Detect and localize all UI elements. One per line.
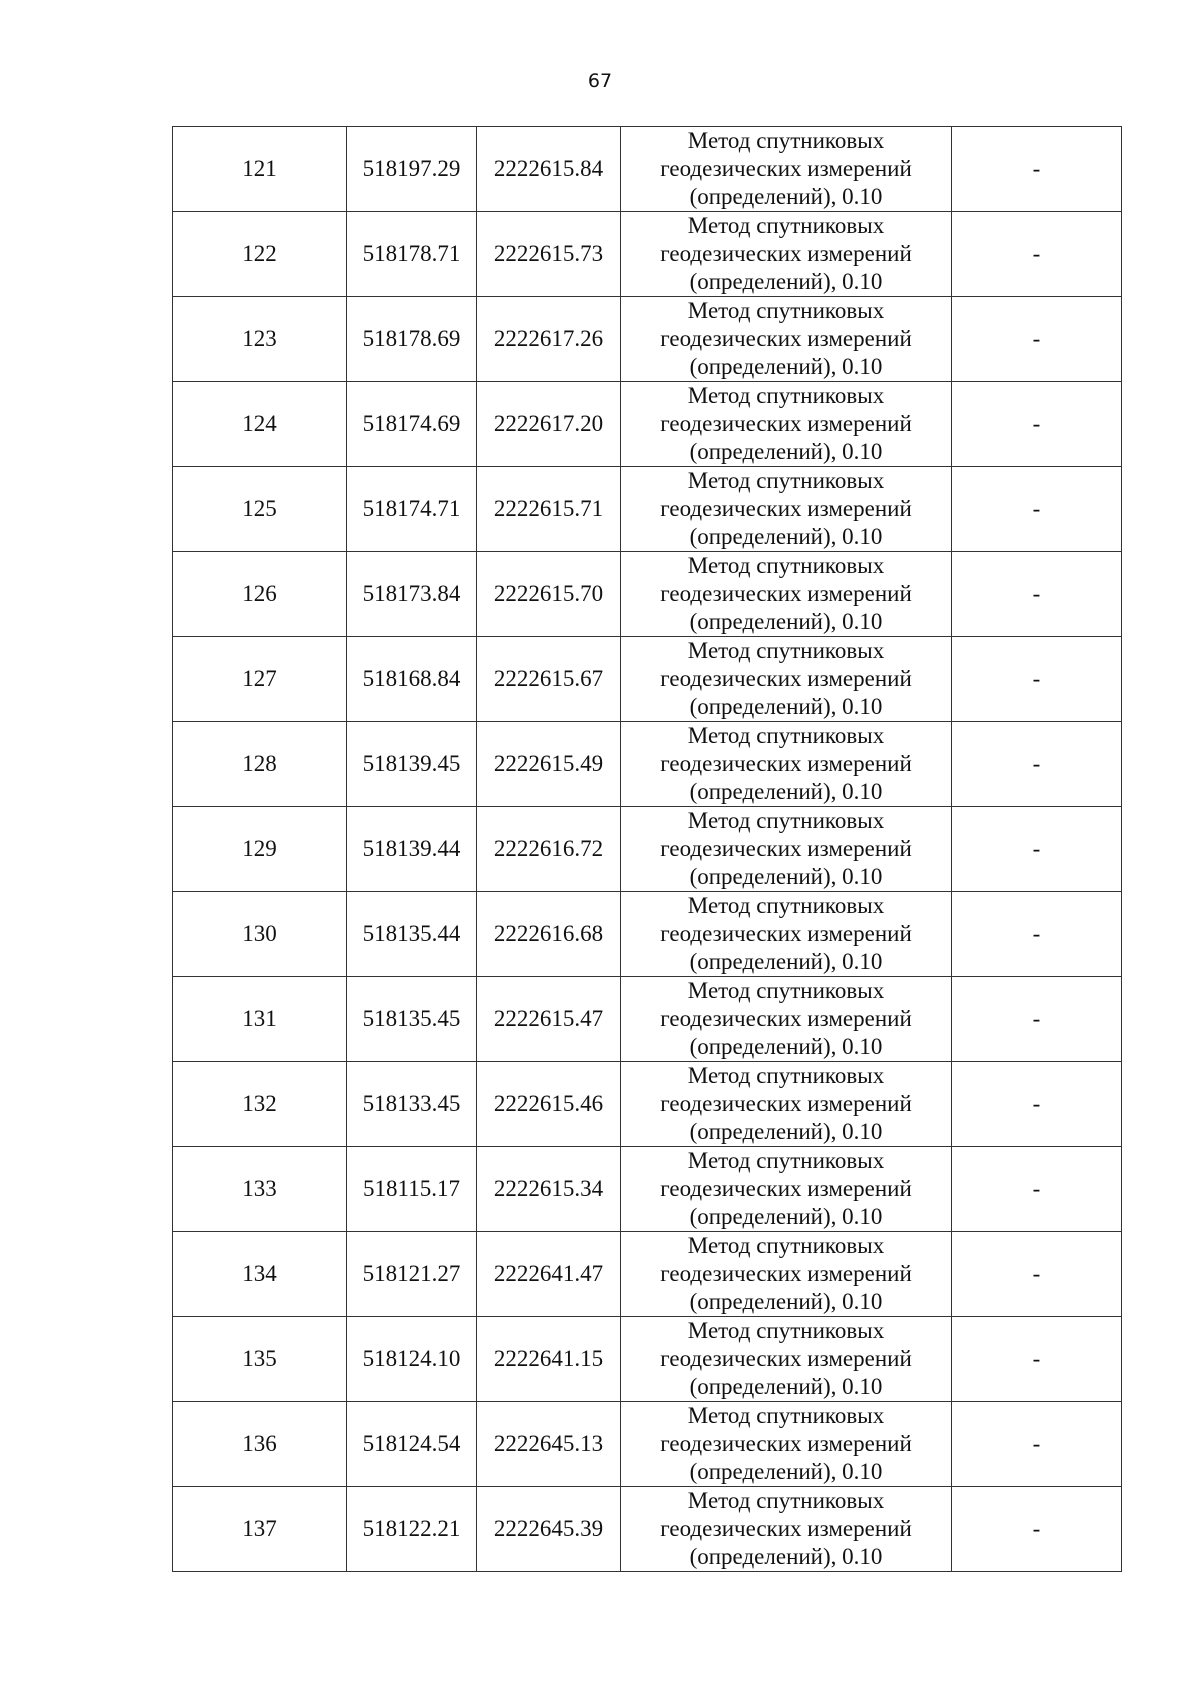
method-cell xyxy=(621,212,952,297)
x-coordinate-cell xyxy=(347,1232,477,1317)
method-cell xyxy=(621,1232,952,1317)
point-number-cell xyxy=(173,637,347,722)
point-number-cell-text: 132 xyxy=(242,1091,277,1116)
table-row xyxy=(173,552,1122,637)
note-cell-text: - xyxy=(1032,1346,1041,1371)
point-number-cell xyxy=(173,552,347,637)
note-cell xyxy=(952,297,1122,382)
table-row xyxy=(173,1232,1122,1317)
y-coordinate-cell-text: 2222641.15 xyxy=(493,1346,604,1371)
method-cell xyxy=(621,467,952,552)
y-coordinate-cell-text: 2222615.47 xyxy=(493,1006,604,1031)
page-number: 67 xyxy=(587,70,613,92)
method-cell xyxy=(621,637,952,722)
x-coordinate-cell xyxy=(347,212,477,297)
table-row xyxy=(173,1317,1122,1402)
x-coordinate-cell-text: 518139.44 xyxy=(362,836,461,861)
method-cell-text: Метод спутниковых геодезических измерений (определений), 0.10 xyxy=(660,1148,912,1229)
table-row xyxy=(173,977,1122,1062)
note-cell xyxy=(952,892,1122,977)
coordinates-table xyxy=(172,126,1122,1572)
x-coordinate-cell xyxy=(347,807,477,892)
point-number-cell xyxy=(173,297,347,382)
note-cell xyxy=(952,1317,1122,1402)
y-coordinate-cell-text: 2222615.84 xyxy=(493,156,604,181)
note-cell-text: - xyxy=(1032,751,1041,776)
note-cell xyxy=(952,722,1122,807)
y-coordinate-cell xyxy=(477,1147,621,1232)
point-number-cell-text: 121 xyxy=(242,156,277,181)
x-coordinate-cell-text: 518174.69 xyxy=(362,411,461,436)
note-cell xyxy=(952,552,1122,637)
note-cell-text: - xyxy=(1032,1431,1041,1456)
method-cell-text: Метод спутниковых геодезических измерений (определений), 0.10 xyxy=(660,1318,912,1399)
table-row xyxy=(173,1487,1122,1572)
x-coordinate-cell-text: 518135.45 xyxy=(362,1006,461,1031)
x-coordinate-cell xyxy=(347,297,477,382)
method-cell xyxy=(621,807,952,892)
y-coordinate-cell xyxy=(477,552,621,637)
x-coordinate-cell-text: 518178.71 xyxy=(362,241,461,266)
y-coordinate-cell xyxy=(477,807,621,892)
x-coordinate-cell-text: 518178.69 xyxy=(362,326,461,351)
method-cell-text: Метод спутниковых геодезических измерений (определений), 0.10 xyxy=(660,468,912,549)
method-cell-text: Метод спутниковых геодезических измерений (определений), 0.10 xyxy=(660,723,912,804)
y-coordinate-cell-text: 2222615.70 xyxy=(493,581,604,606)
point-number-cell xyxy=(173,722,347,807)
note-cell-text: - xyxy=(1032,921,1041,946)
point-number-cell-text: 134 xyxy=(242,1261,277,1286)
y-coordinate-cell xyxy=(477,382,621,467)
x-coordinate-cell-text: 518197.29 xyxy=(362,156,461,181)
note-cell-text: - xyxy=(1032,1516,1041,1541)
point-number-cell-text: 133 xyxy=(242,1176,277,1201)
x-coordinate-cell xyxy=(347,552,477,637)
x-coordinate-cell-text: 518122.21 xyxy=(362,1516,461,1541)
point-number-cell-text: 125 xyxy=(242,496,277,521)
x-coordinate-cell-text: 518139.45 xyxy=(362,751,461,776)
table-row xyxy=(173,722,1122,807)
x-coordinate-cell-text: 518173.84 xyxy=(362,581,461,606)
point-number-cell-text: 123 xyxy=(242,326,277,351)
y-coordinate-cell xyxy=(477,1317,621,1402)
y-coordinate-cell xyxy=(477,1062,621,1147)
y-coordinate-cell-text: 2222616.68 xyxy=(493,921,604,946)
method-cell xyxy=(621,552,952,637)
y-coordinate-cell-text: 2222641.47 xyxy=(493,1261,604,1286)
method-cell-text: Метод спутниковых геодезических измерений (определений), 0.10 xyxy=(660,128,912,209)
x-coordinate-cell-text: 518121.27 xyxy=(362,1261,461,1286)
note-cell xyxy=(952,1062,1122,1147)
note-cell-text: - xyxy=(1032,496,1041,521)
x-coordinate-cell xyxy=(347,467,477,552)
method-cell xyxy=(621,1402,952,1487)
method-cell-text: Метод спутниковых геодезических измерений (определений), 0.10 xyxy=(660,978,912,1059)
x-coordinate-cell xyxy=(347,382,477,467)
table-row xyxy=(173,807,1122,892)
note-cell-text: - xyxy=(1032,1006,1041,1031)
method-cell xyxy=(621,1147,952,1232)
x-coordinate-cell xyxy=(347,1317,477,1402)
point-number-cell-text: 122 xyxy=(242,241,277,266)
method-cell xyxy=(621,127,952,212)
point-number-cell-text: 131 xyxy=(242,1006,277,1031)
x-coordinate-cell-text: 518135.44 xyxy=(362,921,461,946)
note-cell xyxy=(952,127,1122,212)
y-coordinate-cell xyxy=(477,637,621,722)
note-cell xyxy=(952,467,1122,552)
method-cell-text: Метод спутниковых геодезических измерений (определений), 0.10 xyxy=(660,893,912,974)
note-cell-text: - xyxy=(1032,326,1041,351)
point-number-cell xyxy=(173,1487,347,1572)
method-cell xyxy=(621,1317,952,1402)
method-cell-text: Метод спутниковых геодезических измерений (определений), 0.10 xyxy=(660,1488,912,1569)
note-cell-text: - xyxy=(1032,1261,1041,1286)
note-cell xyxy=(952,382,1122,467)
x-coordinate-cell-text: 518168.84 xyxy=(362,666,461,691)
y-coordinate-cell xyxy=(477,212,621,297)
point-number-cell-text: 136 xyxy=(242,1431,277,1456)
x-coordinate-cell-text: 518115.17 xyxy=(363,1176,460,1201)
table-row xyxy=(173,1147,1122,1232)
point-number-cell xyxy=(173,1062,347,1147)
y-coordinate-cell-text: 2222615.73 xyxy=(493,241,604,266)
method-cell xyxy=(621,977,952,1062)
point-number-cell-text: 137 xyxy=(242,1516,277,1541)
note-cell-text: - xyxy=(1032,241,1041,266)
point-number-cell-text: 129 xyxy=(242,836,277,861)
note-cell xyxy=(952,1147,1122,1232)
method-cell-text: Метод спутниковых геодезических измерений (определений), 0.10 xyxy=(660,1063,912,1144)
method-cell-text: Метод спутниковых геодезических измерений (определений), 0.10 xyxy=(660,1233,912,1314)
method-cell-text: Метод спутниковых геодезических измерений (определений), 0.10 xyxy=(660,213,912,294)
coordinates-table-body xyxy=(173,127,1122,1572)
y-coordinate-cell-text: 2222615.46 xyxy=(493,1091,604,1116)
y-coordinate-cell-text: 2222617.26 xyxy=(493,326,604,351)
y-coordinate-cell xyxy=(477,1487,621,1572)
table-row xyxy=(173,1062,1122,1147)
table-row xyxy=(173,212,1122,297)
table-row xyxy=(173,637,1122,722)
x-coordinate-cell-text: 518124.10 xyxy=(362,1346,461,1371)
point-number-cell xyxy=(173,977,347,1062)
y-coordinate-cell-text: 2222615.34 xyxy=(493,1176,604,1201)
point-number-cell xyxy=(173,212,347,297)
point-number-cell xyxy=(173,382,347,467)
x-coordinate-cell xyxy=(347,127,477,212)
y-coordinate-cell-text: 2222615.71 xyxy=(493,496,604,521)
table-row xyxy=(173,892,1122,977)
note-cell xyxy=(952,1232,1122,1317)
point-number-cell xyxy=(173,467,347,552)
note-cell-text: - xyxy=(1032,156,1041,181)
y-coordinate-cell-text: 2222645.13 xyxy=(493,1431,604,1456)
note-cell xyxy=(952,1487,1122,1572)
note-cell-text: - xyxy=(1032,666,1041,691)
note-cell xyxy=(952,977,1122,1062)
x-coordinate-cell xyxy=(347,1402,477,1487)
y-coordinate-cell xyxy=(477,1232,621,1317)
y-coordinate-cell-text: 2222615.49 xyxy=(493,751,604,776)
y-coordinate-cell xyxy=(477,722,621,807)
x-coordinate-cell xyxy=(347,637,477,722)
point-number-cell xyxy=(173,1147,347,1232)
y-coordinate-cell-text: 2222645.39 xyxy=(493,1516,604,1541)
point-number-cell-text: 124 xyxy=(242,411,277,436)
table-row xyxy=(173,297,1122,382)
y-coordinate-cell-text: 2222616.72 xyxy=(493,836,604,861)
note-cell xyxy=(952,637,1122,722)
note-cell-text: - xyxy=(1032,1176,1041,1201)
method-cell-text: Метод спутниковых геодезических измерений (определений), 0.10 xyxy=(660,298,912,379)
point-number-cell xyxy=(173,892,347,977)
point-number-cell xyxy=(173,807,347,892)
x-coordinate-cell-text: 518124.54 xyxy=(362,1431,461,1456)
y-coordinate-cell xyxy=(477,892,621,977)
x-coordinate-cell-text: 518133.45 xyxy=(362,1091,461,1116)
table-row xyxy=(173,127,1122,212)
note-cell xyxy=(952,807,1122,892)
method-cell-text: Метод спутниковых геодезических измерений (определений), 0.10 xyxy=(660,638,912,719)
x-coordinate-cell xyxy=(347,1062,477,1147)
point-number-cell-text: 135 xyxy=(242,1346,277,1371)
y-coordinate-cell xyxy=(477,297,621,382)
y-coordinate-cell xyxy=(477,127,621,212)
point-number-cell xyxy=(173,1402,347,1487)
y-coordinate-cell-text: 2222615.67 xyxy=(493,666,604,691)
method-cell xyxy=(621,892,952,977)
note-cell xyxy=(952,212,1122,297)
y-coordinate-cell xyxy=(477,977,621,1062)
note-cell-text: - xyxy=(1032,411,1041,436)
method-cell-text: Метод спутниковых геодезических измерений (определений), 0.10 xyxy=(660,383,912,464)
y-coordinate-cell-text: 2222617.20 xyxy=(493,411,604,436)
x-coordinate-cell xyxy=(347,977,477,1062)
method-cell xyxy=(621,382,952,467)
method-cell xyxy=(621,722,952,807)
table-row xyxy=(173,1402,1122,1487)
method-cell xyxy=(621,1487,952,1572)
x-coordinate-cell xyxy=(347,722,477,807)
table-row xyxy=(173,382,1122,467)
point-number-cell xyxy=(173,1232,347,1317)
method-cell-text: Метод спутниковых геодезических измерений (определений), 0.10 xyxy=(660,808,912,889)
note-cell-text: - xyxy=(1032,581,1041,606)
x-coordinate-cell-text: 518174.71 xyxy=(362,496,461,521)
point-number-cell-text: 126 xyxy=(242,581,277,606)
point-number-cell-text: 127 xyxy=(242,666,277,691)
method-cell-text: Метод спутниковых геодезических измерений (определений), 0.10 xyxy=(660,553,912,634)
x-coordinate-cell xyxy=(347,1487,477,1572)
table-row xyxy=(173,467,1122,552)
x-coordinate-cell xyxy=(347,1147,477,1232)
y-coordinate-cell xyxy=(477,1402,621,1487)
note-cell xyxy=(952,1402,1122,1487)
note-cell-text: - xyxy=(1032,1091,1041,1116)
method-cell xyxy=(621,297,952,382)
point-number-cell xyxy=(173,1317,347,1402)
method-cell-text: Метод спутниковых геодезических измерений (определений), 0.10 xyxy=(660,1403,912,1484)
point-number-cell-text: 128 xyxy=(242,751,277,776)
note-cell-text: - xyxy=(1032,836,1041,861)
x-coordinate-cell xyxy=(347,892,477,977)
point-number-cell-text: 130 xyxy=(242,921,277,946)
method-cell xyxy=(621,1062,952,1147)
y-coordinate-cell xyxy=(477,467,621,552)
point-number-cell xyxy=(173,127,347,212)
